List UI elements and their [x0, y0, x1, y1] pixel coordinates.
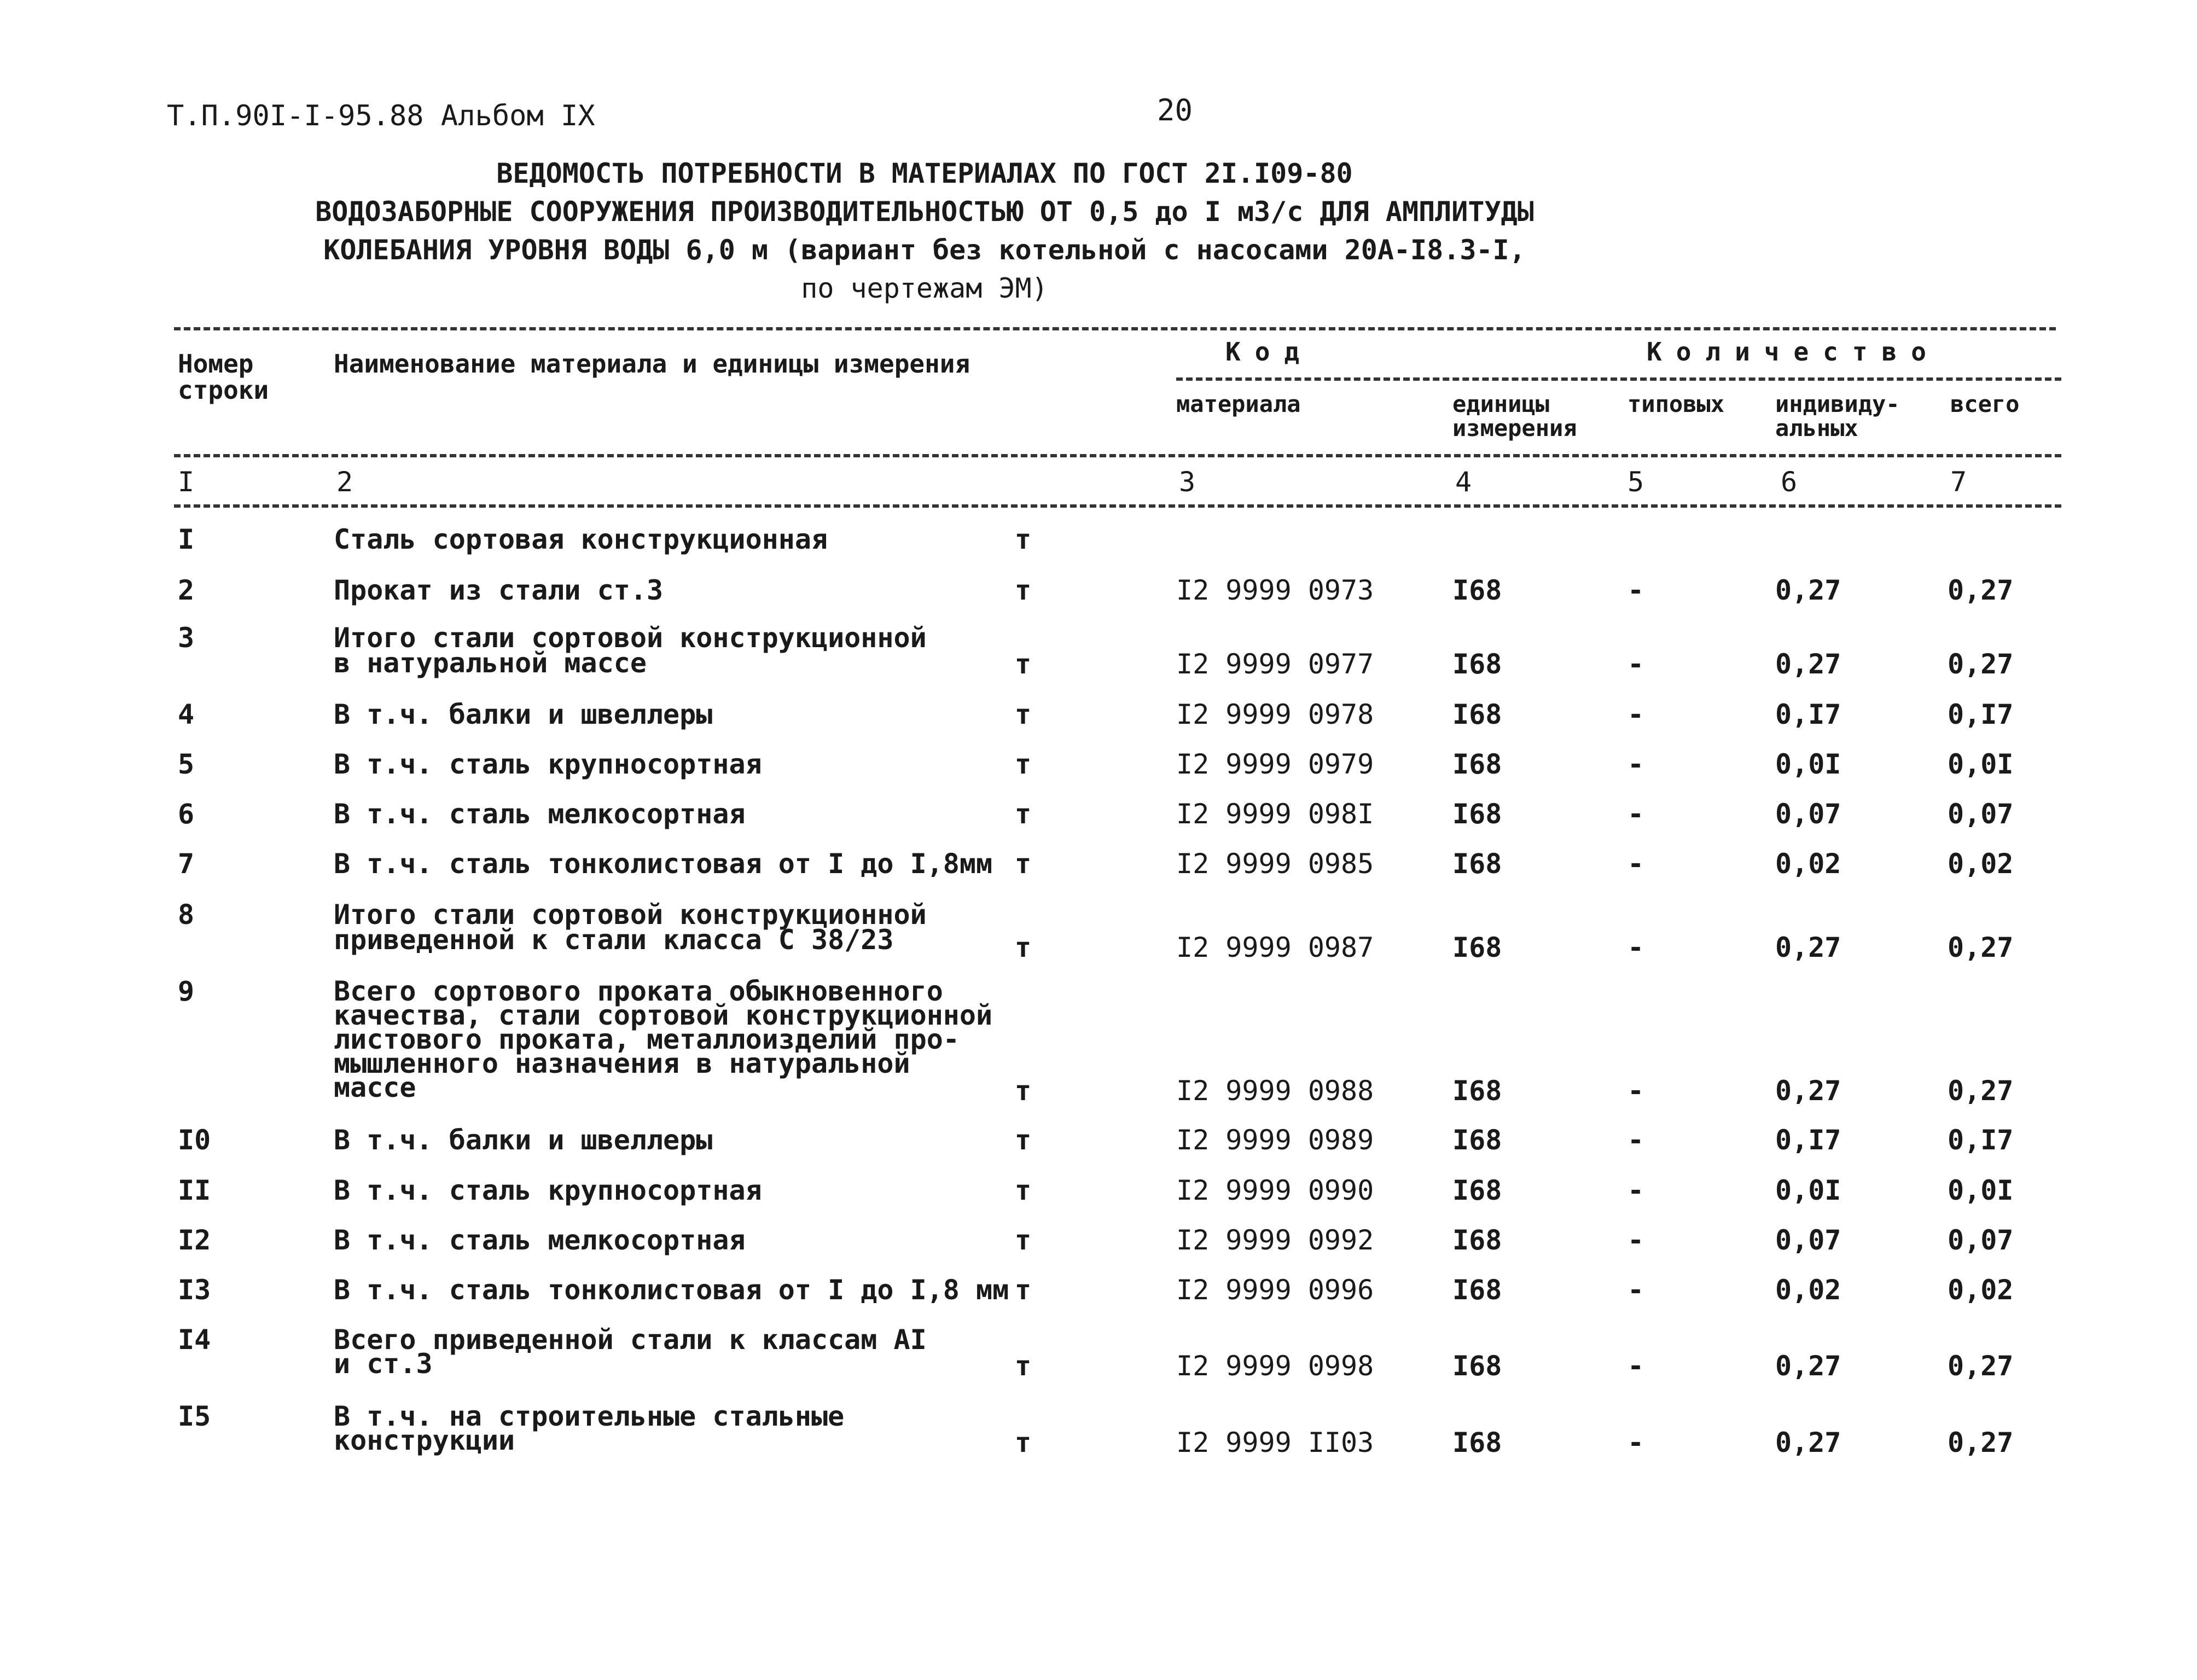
total-qty: 0,27: [1948, 648, 2014, 680]
material-name-line: Итого стали сортовой конструкционной: [334, 899, 927, 931]
row-number: 7: [178, 848, 195, 880]
typical-qty: -: [1628, 648, 1644, 680]
measure-code: I68: [1452, 1427, 1502, 1458]
typical-qty: -: [1628, 798, 1644, 830]
column-number-2: 2: [336, 466, 353, 498]
material-code: I2 9999 0985: [1176, 848, 1374, 880]
material-code: I2 9999 0998: [1176, 1350, 1374, 1382]
column-number-4: 4: [1455, 466, 1472, 498]
typical-qty: -: [1628, 932, 1644, 963]
header-unit-2: измерения: [1452, 415, 1577, 441]
unit: т: [1015, 1175, 1032, 1206]
header-typical: типовых: [1628, 391, 1725, 417]
total-qty: 0,27: [1948, 1350, 2014, 1382]
group-rule: [1176, 377, 2061, 381]
row-number: 8: [178, 899, 195, 931]
table-top-rule: [174, 327, 2056, 330]
header-individual-2: альных: [1775, 415, 1858, 441]
unit: т: [1015, 932, 1032, 963]
material-name-line: Итого стали сортовой конструкционной: [334, 622, 927, 654]
unit: т: [1015, 1427, 1032, 1458]
measure-code: I68: [1452, 699, 1502, 730]
typical-qty: -: [1628, 1124, 1644, 1156]
unit: т: [1015, 524, 1032, 555]
measure-code: I68: [1452, 574, 1502, 606]
typical-qty: -: [1628, 699, 1644, 730]
typical-qty: -: [1628, 1224, 1644, 1256]
material-code: I2 9999 0989: [1176, 1124, 1374, 1156]
material-code: I2 9999 098I: [1176, 798, 1374, 830]
material-name-line: Всего сортового проката обыкновенного: [334, 975, 943, 1007]
header-individual-1: индивиду-: [1775, 391, 1900, 417]
material-code: I2 9999 0973: [1176, 574, 1374, 606]
material-name-line: Всего приведенной стали к классам АI: [334, 1324, 927, 1356]
material-code: I2 9999 0978: [1176, 699, 1374, 730]
typical-qty: -: [1628, 1350, 1644, 1382]
individual-qty: 0,27: [1775, 574, 1841, 606]
row-number: I4: [178, 1324, 211, 1356]
material-name: В т.ч. сталь крупносортная: [334, 748, 762, 780]
header-unit-1: единицы: [1452, 391, 1550, 417]
typical-qty: -: [1628, 1175, 1644, 1206]
page-number: 20: [1157, 93, 1193, 127]
row-number: 6: [178, 798, 195, 830]
header-code-group: Код: [1225, 337, 1314, 367]
total-qty: 0,0I: [1948, 748, 2014, 780]
material-code: I2 9999 II03: [1176, 1427, 1374, 1458]
typical-qty: -: [1628, 748, 1644, 780]
column-number-1: I: [178, 466, 195, 498]
measure-code: I68: [1452, 1224, 1502, 1256]
column-number-3: 3: [1179, 466, 1196, 498]
individual-qty: 0,27: [1775, 1427, 1841, 1458]
row-number: I3: [178, 1274, 211, 1306]
material-name-line: конструкции: [334, 1425, 515, 1456]
individual-qty: 0,27: [1775, 1075, 1841, 1107]
measure-code: I68: [1452, 1075, 1502, 1107]
unit: т: [1015, 748, 1032, 780]
unit: т: [1015, 798, 1032, 830]
title-line-2: ВОДОЗАБОРНЫЕ СООРУЖЕНИЯ ПРОИЗВОДИТЕЛЬНОСТЬЮ ОТ 0,5 до I м3/с ДЛЯ АМПЛИТУДЫ: [315, 196, 1534, 228]
total-qty: 0,07: [1948, 798, 2014, 830]
typical-qty: -: [1628, 848, 1644, 880]
material-name: В т.ч. сталь крупносортная: [334, 1175, 762, 1206]
row-number: 9: [178, 975, 195, 1007]
column-number-6: 6: [1781, 466, 1798, 498]
material-code: I2 9999 0990: [1176, 1175, 1374, 1206]
header-name: Наименование материала и единицы измерения: [334, 349, 970, 379]
total-qty: 0,27: [1948, 1427, 2014, 1458]
material-name-line: мышленного назначения в натуральной: [334, 1048, 910, 1079]
individual-qty: 0,0I: [1775, 748, 1841, 780]
row-number: 5: [178, 748, 195, 780]
row-number: I2: [178, 1224, 211, 1256]
title-line-3: КОЛЕБАНИЯ УРОВНЯ ВОДЫ 6,0 м (вариант без котельной с насосами 20А-I8.3-I,: [323, 234, 1526, 266]
header-bottom-rule: [174, 454, 2061, 457]
header-row-number-2: строки: [178, 375, 269, 405]
total-qty: 0,02: [1948, 1274, 2014, 1306]
individual-qty: 0,27: [1775, 648, 1841, 680]
unit: т: [1015, 1075, 1032, 1107]
material-name: В т.ч. балки и швеллеры: [334, 1124, 713, 1156]
individual-qty: 0,I7: [1775, 699, 1841, 730]
measure-code: I68: [1452, 748, 1502, 780]
material-name-line: В т.ч. на строительные стальные: [334, 1400, 845, 1432]
document-id: Т.П.90I-I-95.88 Альбом IX: [167, 100, 595, 132]
row-number: I0: [178, 1124, 211, 1156]
total-qty: 0,27: [1948, 1075, 2014, 1107]
unit: т: [1015, 848, 1032, 880]
typical-qty: -: [1628, 1075, 1644, 1107]
measure-code: I68: [1452, 1124, 1502, 1156]
row-number: 2: [178, 574, 195, 606]
typical-qty: -: [1628, 574, 1644, 606]
individual-qty: 0,27: [1775, 932, 1841, 963]
header-row-number-1: Номер: [178, 349, 254, 379]
row-number: I: [178, 524, 195, 555]
unit: т: [1015, 648, 1032, 680]
material-name: Прокат из стали ст.3: [334, 574, 664, 606]
measure-code: I68: [1452, 648, 1502, 680]
individual-qty: 0,02: [1775, 1274, 1841, 1306]
individual-qty: 0,02: [1775, 848, 1841, 880]
material-name-line: приведенной к стали класса С 38/23: [334, 924, 894, 956]
total-qty: 0,07: [1948, 1224, 2014, 1256]
individual-qty: 0,07: [1775, 1224, 1841, 1256]
material-name: В т.ч. сталь тонколистовая от I до I,8 мм: [334, 1274, 1009, 1306]
material-code: I2 9999 0987: [1176, 932, 1374, 963]
header-quantity-group: Количество: [1647, 337, 1940, 367]
title-line-4: по чертежам ЭМ): [801, 272, 1048, 304]
total-qty: 0,02: [1948, 848, 2014, 880]
column-number-rule: [174, 504, 2061, 508]
material-code: I2 9999 0977: [1176, 648, 1374, 680]
material-name-line: листового проката, металлоизделий про-: [334, 1024, 960, 1055]
unit: т: [1015, 574, 1032, 606]
total-qty: 0,27: [1948, 932, 2014, 963]
measure-code: I68: [1452, 1274, 1502, 1306]
material-code: I2 9999 0979: [1176, 748, 1374, 780]
material-name: В т.ч. сталь мелкосортная: [334, 798, 746, 830]
individual-qty: 0,I7: [1775, 1124, 1841, 1156]
column-number-5: 5: [1628, 466, 1644, 498]
material-code: I2 9999 0996: [1176, 1274, 1374, 1306]
column-number-7: 7: [1950, 466, 1967, 498]
material-name-line: массе: [334, 1072, 416, 1103]
individual-qty: 0,07: [1775, 798, 1841, 830]
header-material: материала: [1176, 391, 1301, 417]
total-qty: 0,I7: [1948, 699, 2014, 730]
material-name: В т.ч. сталь тонколистовая от I до I,8мм: [334, 848, 993, 880]
material-name: В т.ч. балки и швеллеры: [334, 699, 713, 730]
header-total: всего: [1950, 391, 2020, 417]
unit: т: [1015, 1350, 1032, 1382]
unit: т: [1015, 1224, 1032, 1256]
total-qty: 0,0I: [1948, 1175, 2014, 1206]
measure-code: I68: [1452, 1175, 1502, 1206]
individual-qty: 0,0I: [1775, 1175, 1841, 1206]
measure-code: I68: [1452, 798, 1502, 830]
title-line-1: ВЕДОМОСТЬ ПОТРЕБНОСТИ В МАТЕРИАЛАХ ПО ГОСТ 2I.I09-80: [496, 158, 1353, 189]
row-number: II: [178, 1175, 211, 1206]
material-name-line: в натуральной массе: [334, 647, 647, 679]
material-name: В т.ч. сталь мелкосортная: [334, 1224, 746, 1256]
total-qty: 0,27: [1948, 574, 2014, 606]
row-number: 3: [178, 622, 195, 654]
individual-qty: 0,27: [1775, 1350, 1841, 1382]
measure-code: I68: [1452, 932, 1502, 963]
material-code: I2 9999 0992: [1176, 1224, 1374, 1256]
row-number: I5: [178, 1400, 211, 1432]
unit: т: [1015, 699, 1032, 730]
typical-qty: -: [1628, 1274, 1644, 1306]
material-name: Сталь сортовая конструкционная: [334, 524, 828, 555]
measure-code: I68: [1452, 1350, 1502, 1382]
typical-qty: -: [1628, 1427, 1644, 1458]
unit: т: [1015, 1274, 1032, 1306]
material-name-line: и ст.3: [334, 1348, 433, 1380]
measure-code: I68: [1452, 848, 1502, 880]
row-number: 4: [178, 699, 195, 730]
unit: т: [1015, 1124, 1032, 1156]
material-name-line: качества, стали сортовой конструкционной: [334, 999, 993, 1031]
total-qty: 0,I7: [1948, 1124, 2014, 1156]
material-code: I2 9999 0988: [1176, 1075, 1374, 1107]
